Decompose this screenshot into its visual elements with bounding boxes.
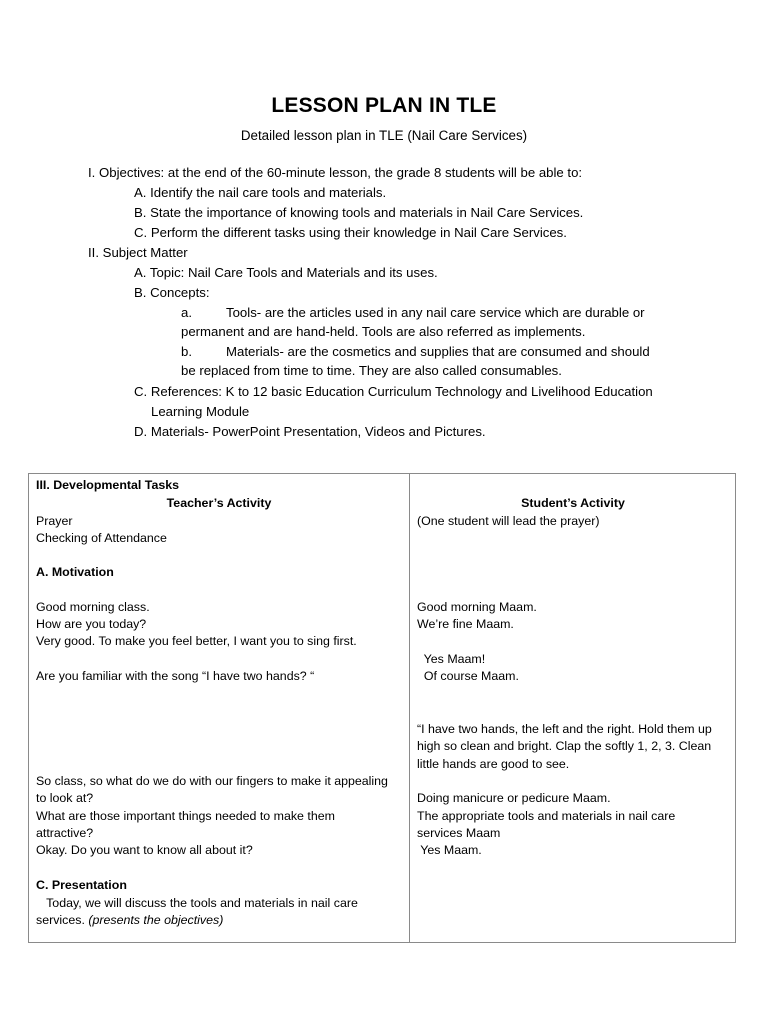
developmental-tasks-table: [28, 473, 736, 943]
student-line: Doing manicure or pedicure Maam.: [417, 791, 611, 805]
concepts-label: B. Concepts:: [134, 285, 210, 300]
presentation-heading: C. Presentation: [36, 878, 127, 892]
teacher-line: services.: [36, 913, 85, 927]
student-line: Yes Maam!: [417, 652, 486, 666]
section-heading: III. Developmental Tasks: [36, 478, 180, 492]
concept-b-text: Materials- are the cosmetics and supplies that are consumed and should: [226, 344, 650, 359]
concept-a: [181, 303, 741, 323]
concept-b: [181, 342, 741, 362]
student-line: We’re fine Maam.: [417, 617, 514, 631]
student-line: Good morning Maam.: [417, 600, 537, 614]
column-divider: [409, 474, 410, 942]
teacher-line: Very good. To make you feel better, I want you to sing first.: [36, 634, 357, 648]
references-line: C. References: K to 12 basic Education Curriculum Technology and Livelihood Education: [134, 384, 653, 399]
teacher-line: Checking of Attendance: [36, 531, 167, 545]
student-activity-header: Student’s Activity: [521, 496, 625, 510]
teacher-line: What are those important things needed to make them: [36, 809, 335, 823]
teacher-line: to look at?: [36, 791, 94, 805]
teacher-line: Prayer: [36, 514, 73, 528]
page-subtitle: Detailed lesson plan in TLE (Nail Care Services): [240, 128, 528, 143]
subject-matter-heading: II. Subject Matter: [88, 245, 188, 260]
references-continued: Learning Module: [151, 404, 250, 419]
objective-item: A. Identify the nail care tools and materials.: [134, 185, 387, 200]
concept-a-continued: permanent and are hand-held. Tools are also referred as implements.: [181, 324, 586, 339]
student-line: The appropriate tools and materials in nail care: [417, 809, 676, 823]
student-line: “I have two hands, the left and the right. Hold them up: [417, 722, 712, 736]
teacher-line-with-note: [36, 912, 223, 929]
topic-line: A. Topic: Nail Care Tools and Materials and its uses.: [134, 265, 438, 280]
materials-line: D. Materials- PowerPoint Presentation, Videos and Pictures.: [134, 424, 486, 439]
teacher-line: Today, we will discuss the tools and materials in nail care: [36, 896, 358, 910]
teacher-line: How are you today?: [36, 617, 147, 631]
objective-item: C. Perform the different tasks using their knowledge in Nail Care Services.: [134, 225, 567, 240]
student-line: Yes Maam.: [417, 843, 482, 857]
teacher-line: Good morning class.: [36, 600, 150, 614]
objective-item: B. State the importance of knowing tools and materials in Nail Care Services.: [134, 205, 584, 220]
stage-direction: (presents the objectives): [88, 913, 224, 927]
page-title: LESSON PLAN IN TLE: [271, 94, 497, 117]
motivation-heading: A. Motivation: [36, 565, 114, 579]
concept-b-marker: b.: [181, 344, 192, 359]
student-line: Of course Maam.: [417, 669, 519, 683]
teacher-line: attractive?: [36, 826, 94, 840]
concept-a-marker: a.: [181, 305, 192, 320]
objectives-intro: I. Objectives: at the end of the 60-minute lesson, the grade 8 students will be able to:: [88, 165, 583, 180]
student-line: services Maam: [417, 826, 501, 840]
concept-a-text: Tools- are the articles used in any nail care service which are durable or: [226, 305, 645, 320]
student-line: (One student will lead the prayer): [417, 514, 600, 528]
concept-b-continued: be replaced from time to time. They are also called consumables.: [181, 363, 562, 378]
teacher-line: So class, so what do we do with our fingers to make it appealing: [36, 774, 388, 788]
teacher-line: Okay. Do you want to know all about it?: [36, 843, 253, 857]
teacher-activity-header: Teacher’s Activity: [166, 496, 272, 510]
teacher-line: Are you familiar with the song “I have two hands? “: [36, 669, 315, 683]
student-line: little hands are good to see.: [417, 757, 570, 771]
student-line: high so clean and bright. Clap the softly 1, 2, 3. Clean: [417, 739, 712, 753]
